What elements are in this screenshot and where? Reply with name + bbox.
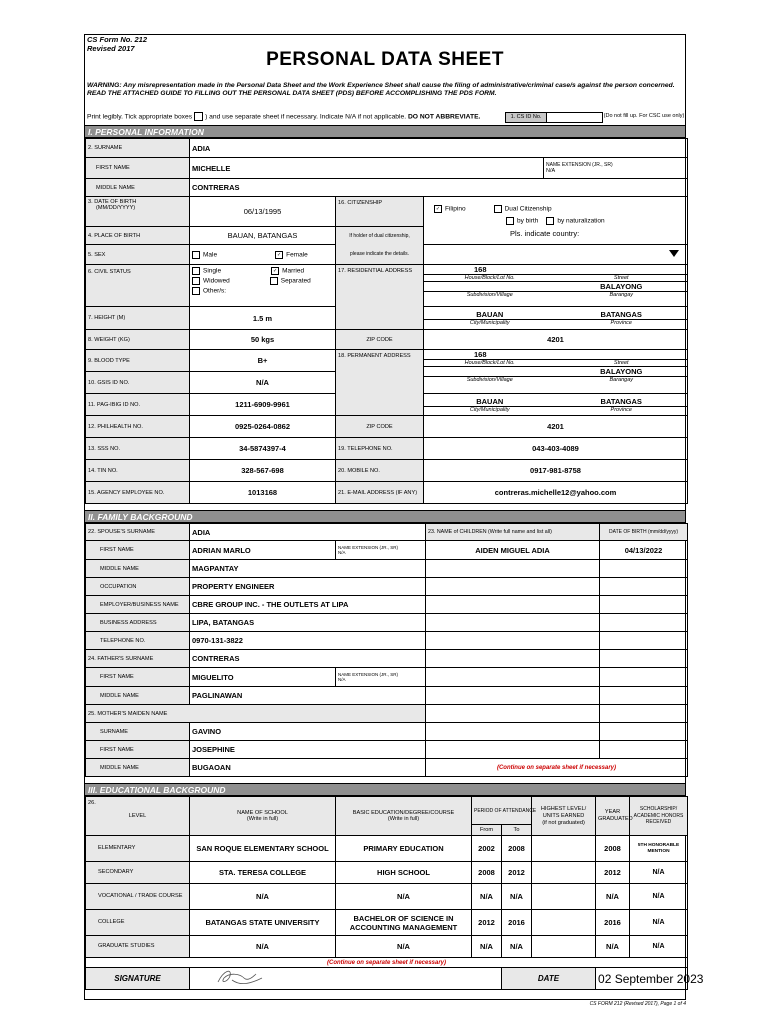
spouse-ext-cell[interactable] [336,541,426,560]
course-note: (Write in full) [387,816,420,822]
employer-field[interactable]: CBRE GROUP INC. - THE OUTLETS AT LIPA [190,596,426,614]
edu-continue-note: (Continue on separate sheet if necessary) [86,958,688,968]
spouse-middle-label: MIDDLE NAME [86,560,190,578]
cs-id-input[interactable] [546,112,603,123]
year-header: YEAR GRADUATED [596,797,630,836]
middle-name-label: MIDDLE NAME [86,179,190,197]
sex-options [190,245,336,265]
spouse-telephone-field[interactable]: 0970-131-3822 [190,632,426,650]
dual-checkbox[interactable] [494,205,502,213]
email-field[interactable]: contreras.michelle12@yahoo.com [424,482,688,504]
tin-field[interactable]: 328-567-698 [190,460,336,482]
perm-address-label: 18. PERMANENT ADDRESS [336,350,424,416]
edu-level: COLLEGE [86,910,190,936]
spouse-telephone-label: TELEPHONE NO. [86,632,190,650]
name-extension-cell[interactable] [544,158,688,179]
business-address-field[interactable]: LIPA, BATANGAS [190,614,426,632]
family-table [85,523,688,777]
child-name-field[interactable]: AIDEN MIGUEL ADIA [426,541,600,560]
telephone-label: 19. TELEPHONE NO. [336,438,424,460]
child-dob-row[interactable] [600,614,688,632]
res-province-label: Province [610,320,632,326]
others-label: Other/s: [203,287,227,295]
child-row[interactable] [426,578,600,596]
separated-label: Separated [280,277,311,285]
gsis-field[interactable]: N/A [190,372,336,394]
res-address-label: 17. RESIDENTIAL ADDRESS [336,265,424,307]
by-birth-label: by birth [517,217,539,225]
mother-first-field[interactable]: JOSEPHINE [190,741,426,759]
telephone-field[interactable]: 043-403-4089 [424,438,688,460]
middle-name-field[interactable]: CONTRERAS [190,179,688,197]
blood-type-field[interactable]: B+ [190,350,336,372]
personal-table [85,138,688,504]
highest-header [532,797,596,836]
widowed-checkbox[interactable] [192,277,200,285]
pob-label: 4. PLACE OF BIRTH [86,227,190,245]
dob-label-cell [86,197,190,227]
honors-header: SCHOLARSHIP/ ACADEMIC HONORS RECEIVED [630,797,688,836]
education-row [86,836,688,862]
dob-format: (MM/DD/YYYY) [96,205,136,211]
perm-barangay-label: Barangay [609,377,634,383]
child-dob-row[interactable] [600,741,688,759]
warning-line: WARNING: Any misrepresentation made in the Personal Data Sheet and the Work Experience Sheet shall cause the filing of administrative/criminal case/s against the person concerned. [87,82,675,89]
father-first-label: FIRST NAME [86,668,190,687]
spouse-ext-label: NAME EXTENSION (JR., SR) [338,545,399,550]
res-address-block [424,265,688,307]
print-b: ) and use separate sheet if necessary. Indicate N/A if not applicable. [205,113,407,121]
first-name-field[interactable]: MICHELLE [190,158,544,179]
male-label: Male [203,251,218,259]
edu-school[interactable]: STA. TERESA COLLEGE [190,862,336,884]
res-city-field[interactable]: BAUAN [476,310,504,319]
edu-from[interactable]: 2002 [472,836,502,862]
edu-level: GRADUATE STUDIES [86,936,190,958]
father-middle-field[interactable]: PAGLINAWAN [190,687,426,705]
edu-year[interactable]: 2012 [596,862,630,884]
edu-honors[interactable]: N/A [630,862,688,884]
child-row[interactable] [426,596,600,614]
edu-from[interactable]: N/A [472,936,502,958]
period-header: PERIOD OF ATTENDANCE [472,797,532,825]
filipino-checkbox[interactable]: ✓ [435,206,441,212]
edu-school[interactable]: SAN ROQUE ELEMENTARY SCHOOL [190,836,336,862]
edu-year[interactable]: 2016 [596,910,630,936]
chevron-down-icon[interactable] [669,250,679,257]
by-naturalization-label: by naturalization [557,217,605,225]
res-barangay-field[interactable]: BALAYONG [600,282,643,291]
highest-label: HIGHEST LEVEL/ UNITS EARNED [540,805,587,819]
res-address-label-cont [336,307,424,330]
edu-units[interactable] [532,862,596,884]
print-instruction [87,112,480,121]
edu-level: SECONDARY [86,862,190,884]
signature-label: SIGNATURE [86,968,190,990]
child-row[interactable] [426,650,600,668]
child-dob-row[interactable] [600,668,688,687]
child-row[interactable] [426,632,600,650]
res-house-label: House/Block/Lot No. [464,275,515,281]
by-birth-checkbox[interactable] [506,217,514,225]
child-dob-label: DATE OF BIRTH (mm/dd/yyyy) [600,524,688,541]
children-label: 23. NAME of CHILDREN (Write full name and list all) [426,524,600,541]
res-house-field[interactable]: 168 [474,265,487,274]
female-checkbox[interactable]: ✓ [276,251,282,258]
perm-province-label: Province [610,406,632,413]
filipino-label: Filipino [445,205,466,213]
education-table [85,796,704,990]
married-checkbox[interactable]: ✓ [272,268,278,274]
edu-units[interactable] [532,936,596,958]
blood-type-label: 9. BLOOD TYPE [86,350,190,372]
separated-checkbox[interactable] [270,277,278,285]
tin-label: 14. TIN NO. [86,460,190,482]
signature-field[interactable] [190,968,502,990]
father-ext-field: N/A [338,677,346,682]
mobile-label: 20. MOBILE NO. [336,460,424,482]
edu-item-number: 26. [88,800,96,806]
dob-field[interactable]: 06/13/1995 [190,197,336,227]
gsis-label: 10. GSIS ID NO. [86,372,190,394]
spouse-ext-field: N/A [338,550,346,555]
tick-box-icon [194,112,203,121]
female-label: Female [286,251,308,259]
signature-mark [210,966,270,988]
child-dob-row[interactable] [600,578,688,596]
edu-honors[interactable]: N/A [630,910,688,936]
name-extension-label: NAME EXTENSION (JR., SR) [546,162,613,168]
res-province-field[interactable]: BATANGAS [600,310,642,319]
edu-to[interactable]: N/A [502,884,532,910]
edu-units[interactable] [532,884,596,910]
edu-year[interactable]: N/A [596,936,630,958]
edu-course[interactable]: HIGH SCHOOL [336,862,472,884]
height-label: 7. HEIGHT (M) [86,307,190,330]
edu-from[interactable]: N/A [472,884,502,910]
education-row [86,862,688,884]
philhealth-label: 12. PHILHEALTH NO. [86,416,190,438]
mother-surname-field[interactable]: GAVINO [190,723,426,741]
child-row[interactable] [426,687,600,705]
section-personal: I. PERSONAL INFORMATION [85,125,685,138]
edu-course[interactable]: PRIMARY EDUCATION [336,836,472,862]
perm-zip-label: ZIP CODE [336,416,424,438]
cs-id-label: 1. CS ID No. [505,112,547,123]
edu-course[interactable]: N/A [336,884,472,910]
country-prompt: Pls. indicate country: [510,229,580,238]
edu-from[interactable]: 2008 [472,862,502,884]
perm-house-label: House/Block/Lot No. [464,360,515,366]
father-first-field[interactable]: MIGUELITO [190,668,336,687]
edu-year[interactable]: N/A [596,884,630,910]
edu-level: VOCATIONAL / TRADE COURSE [86,884,190,910]
edu-school[interactable]: BATANGAS STATE UNIVERSITY [190,910,336,936]
dual-note-2: please indicate the details. [336,245,424,265]
child-row[interactable] [426,560,600,578]
surname-label: 2. SURNAME [86,139,190,158]
level-label: LEVEL [128,813,147,819]
school-note: (Write in full) [246,816,279,822]
height-field[interactable]: 1.5 m [190,307,336,330]
edu-to[interactable]: 2008 [502,836,532,862]
child-dob-row[interactable] [600,650,688,668]
highest-note: (if not graduated) [542,819,585,826]
weight-label: 8. WEIGHT (KG) [86,330,190,350]
others-checkbox[interactable] [192,287,200,295]
perm-subdivision-label: Subdivision/Village [466,377,513,383]
family-continue-note: (Continue on separate sheet if necessary) [426,759,688,777]
edu-level: ELEMENTARY [86,836,190,862]
edu-honors[interactable]: 5TH HONORABLE MENTION [630,836,688,862]
sex-label: 5. SEX [86,245,190,265]
child-row[interactable] [426,668,600,687]
form-revised: Revised 2017 [87,43,135,53]
child-dob-row[interactable] [600,705,688,723]
occupation-field[interactable]: PROPERTY ENGINEER [190,578,426,596]
date-label: DATE [502,968,596,990]
spouse-surname-field[interactable]: ADIA [190,524,426,541]
married-label: Married [282,267,305,275]
mother-middle-label: MIDDLE NAME [86,759,190,777]
pob-field[interactable]: BAUAN, BATANGAS [190,227,336,245]
perm-city-block [424,394,688,416]
edu-to[interactable]: N/A [502,936,532,958]
occupation-label: OCCUPATION [86,578,190,596]
edu-year[interactable]: 2008 [596,836,630,862]
warning-text [87,82,683,97]
mobile-field[interactable]: 0917-981-8758 [424,460,688,482]
footer-note: CS FORM 212 (Revised 2017), Page 1 of 4 [589,1001,686,1007]
father-ext-label: NAME EXTENSION (JR., SR) [338,672,399,677]
weight-field[interactable]: 50 kgs [190,330,336,350]
course-header [336,797,472,836]
civil-status-options [190,265,336,307]
pds-sheet [84,34,704,1000]
by-naturalization-checkbox[interactable] [546,217,554,225]
dual-note-1: If holder of dual citizenship, [336,227,424,245]
pagibig-field[interactable]: 1211-6909-9961 [190,394,336,416]
single-label: Single [203,267,222,275]
perm-address-block [424,350,688,394]
father-middle-label: MIDDLE NAME [86,687,190,705]
spouse-surname-label: 22. SPOUSE'S SURNAME [86,524,190,541]
section-education: III. EDUCATIONAL BACKGROUND [85,783,685,796]
from-header: From [472,825,502,836]
edu-to[interactable]: 2016 [502,910,532,936]
spouse-first-label: FIRST NAME [86,541,190,560]
instruction-line: READ THE ATTACHED GUIDE TO FILLING OUT THE PERSONAL DATA SHEET (PDS) BEFORE ACCOMPLISHING THE PDS FORM. [87,89,497,97]
philhealth-field[interactable]: 0925-0264-0862 [190,416,336,438]
single-checkbox[interactable] [192,267,200,275]
dual-label: Dual Citizenship [504,205,552,213]
perm-zip-field[interactable]: 4201 [424,416,688,438]
male-checkbox[interactable] [192,251,200,259]
mother-maiden-label: 25. MOTHER'S MAIDEN NAME [86,705,426,723]
father-surname-field[interactable]: CONTRERAS [190,650,426,668]
page-title: PERSONAL DATA SHEET [266,49,504,70]
education-row [86,936,688,958]
level-header [86,797,190,836]
civil-status-label: 6. CIVIL STATUS [86,265,190,307]
mother-first-label: FIRST NAME [86,741,190,759]
child-row[interactable] [426,614,600,632]
perm-barangay-field[interactable]: BALAYONG [600,367,643,376]
edu-from[interactable]: 2012 [472,910,502,936]
section-family: II. FAMILY BACKGROUND [85,510,685,523]
res-barangay-label: Barangay [609,292,634,298]
child-dob-row[interactable] [600,632,688,650]
res-zip-label: ZIP CODE [336,330,424,350]
perm-street-label: Street [613,360,629,366]
pagibig-label: 11. PAG-IBIG ID NO. [86,394,190,416]
csc-note: (Do not fill up. For CSC use only) [603,113,685,119]
name-extension-field: N/A [546,168,556,174]
child-row[interactable] [426,705,600,723]
citizenship-label: 16. CITIZENSHIP [336,197,424,227]
perm-city-field[interactable]: BAUAN [476,396,504,406]
edu-to[interactable]: 2012 [502,862,532,884]
email-label: 21. E-MAIL ADDRESS (IF ANY) [336,482,424,504]
edu-honors[interactable]: N/A [630,936,688,958]
child-dob-row[interactable] [600,723,688,741]
to-header: To [502,825,532,836]
agency-employee-label: 15. AGENCY EMPLOYEE NO. [86,482,190,504]
perm-house-field[interactable]: 168 [474,350,487,359]
date-field[interactable]: 02 September 2023 [596,968,688,990]
widowed-label: Widowed [203,277,230,285]
print-a: Print legibly. Tick appropriate boxes [87,113,193,121]
business-address-label: BUSINESS ADDRESS [86,614,190,632]
education-row [86,910,688,936]
res-city-label: City/Municipality [469,320,510,326]
father-ext-cell[interactable] [336,668,426,687]
citizenship-cell [424,197,688,245]
father-surname-label: 24. FATHER'S SURNAME [86,650,190,668]
sss-field[interactable]: 34-5874397-4 [190,438,336,460]
child-row[interactable] [426,723,600,741]
first-name-label: FIRST NAME [86,158,190,179]
child-dob-row[interactable] [600,560,688,578]
sss-label: 13. SSS NO. [86,438,190,460]
mother-middle-field[interactable]: BUGAOAN [190,759,426,777]
edu-course[interactable]: N/A [336,936,472,958]
edu-school[interactable]: N/A [190,936,336,958]
education-row [86,884,688,910]
spouse-middle-field[interactable]: MAGPANTAY [190,560,426,578]
edu-course[interactable]: BACHELOR OF SCIENCE IN ACCOUNTING MANAGEMENT [336,910,472,936]
edu-honors[interactable]: N/A [630,884,688,910]
child-dob-field[interactable]: 04/13/2022 [600,541,688,560]
res-zip-field[interactable]: 4201 [424,330,688,350]
perm-city-label: City/Municipality [469,406,510,413]
child-row[interactable] [426,741,600,759]
perm-province-field[interactable]: BATANGAS [600,396,642,406]
dob-label: 3. DATE OF BIRTH [88,199,137,205]
country-dropdown[interactable] [424,245,688,265]
employer-label: EMPLOYER/BUSINESS NAME [86,596,190,614]
spouse-first-field[interactable]: ADRIAN MARLO [190,541,336,560]
form-number-text: CS Form No. 212 [87,35,148,44]
edu-units[interactable] [532,836,596,862]
course-label: BASIC EDUCATION/DEGREE/COURSE [352,810,455,816]
res-subdivision-label: Subdivision/Village [466,292,513,298]
child-dob-row[interactable] [600,596,688,614]
child-dob-row[interactable] [600,687,688,705]
edu-school[interactable]: N/A [190,884,336,910]
mother-surname-label: SURNAME [86,723,190,741]
school-header [190,797,336,836]
print-c: DO NOT ABBREVIATE. [407,113,481,121]
surname-field[interactable]: ADIA [190,139,688,158]
edu-units[interactable] [532,910,596,936]
school-label: NAME OF SCHOOL [237,810,288,816]
agency-employee-field[interactable]: 1013168 [190,482,336,504]
res-street-label: Street [613,275,629,281]
res-city-block [424,307,688,330]
